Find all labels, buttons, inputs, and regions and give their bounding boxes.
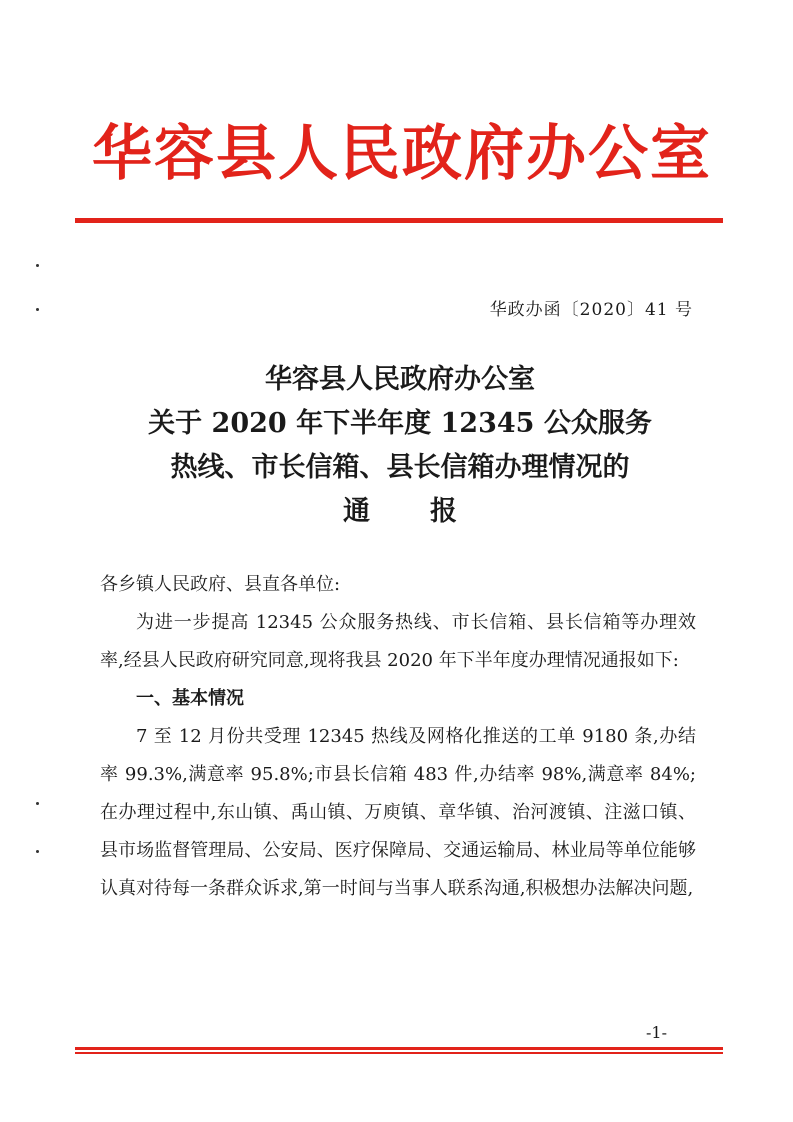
document-title <box>100 358 700 534</box>
salutation: 各乡镇人民政府、县直各单位: <box>100 574 341 595</box>
title-line-2: 关于 2020 年下半年度 12345 公众服务 <box>148 408 652 439</box>
scan-mark <box>36 308 39 311</box>
section-paragraph-basic-situation: 7 至 12 月份共受理 12345 热线及网格化推送的工单 9180 条,办结率 99.3%,满意率 95.8%;市县长信箱 483 件,办结率 98%,满意率 84%;在办理过程中,东山镇、禹山镇、万庾镇、章华镇、治河渡镇、注滋口镇、县市场监督管理局、公安局、医疗保障局、交通运输局、林业局等单位能够认真对待每一条群众诉求,第一时间与当事人联系沟通,积极想办法解决问题, <box>100 726 696 899</box>
intro-paragraph: 为进一步提高 12345 公众服务热线、市长信箱、县长信箱等办理效率,经县人民政府研究同意,现将我县 2020 年下半年度办理情况通报如下: <box>100 612 696 671</box>
scan-mark <box>36 264 39 267</box>
section-heading-basic-situation: 一、基本情况 <box>136 688 244 709</box>
scan-mark <box>36 850 39 853</box>
title-line-3: 热线、市长信箱、县长信箱办理情况的 <box>170 452 630 483</box>
header-red-rule <box>75 218 723 223</box>
scan-mark <box>36 802 39 805</box>
footer-red-rule <box>75 1047 723 1050</box>
document-number: 华政办函〔2020〕41 号 <box>489 300 693 320</box>
title-line-1: 华容县人民政府办公室 <box>265 364 535 395</box>
footer-red-rule-thin <box>75 1052 723 1054</box>
issuing-office-title: 华容县人民政府办公室 <box>92 119 712 189</box>
page-number: -1- <box>646 1023 667 1042</box>
document-body <box>100 566 696 908</box>
title-line-4: 通报 <box>343 496 517 527</box>
